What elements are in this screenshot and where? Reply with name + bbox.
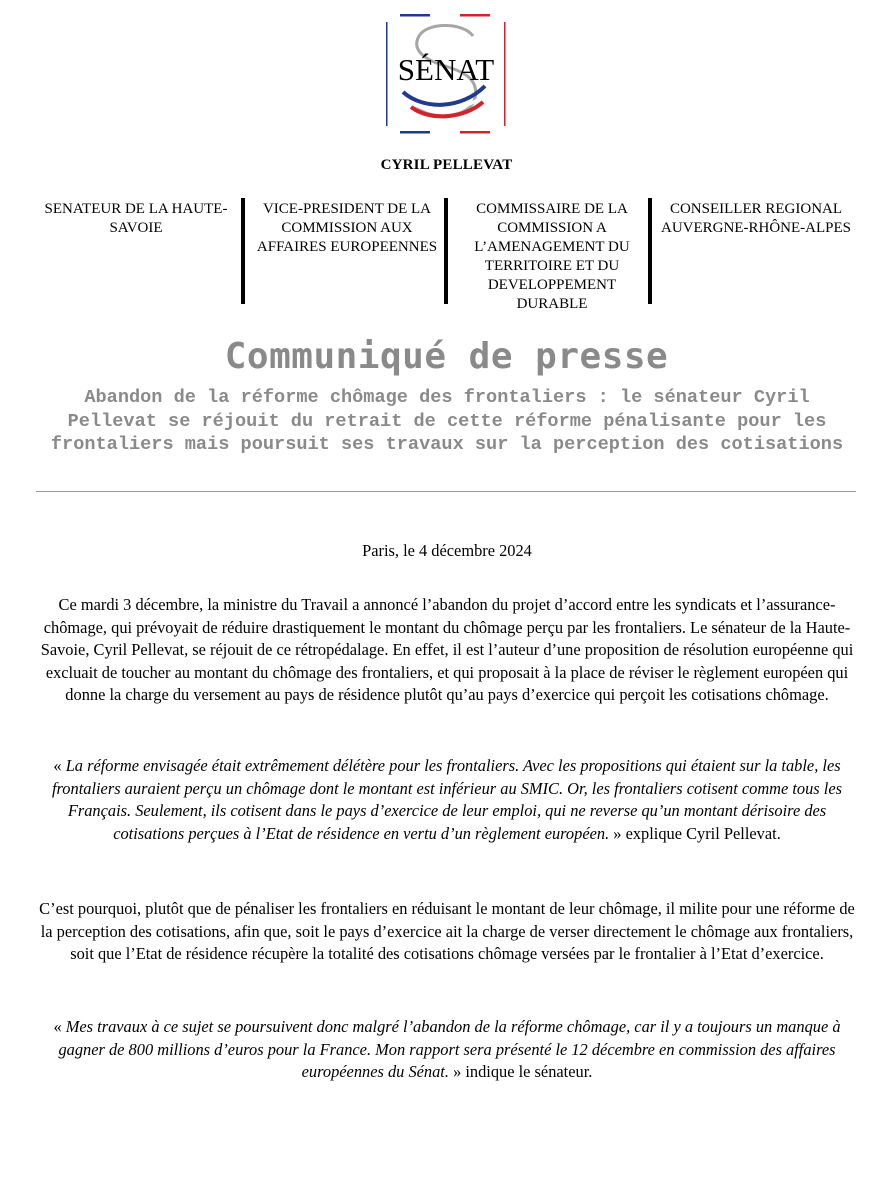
quote-paragraph-2 — [36, 1016, 858, 1084]
press-release-heading: Communiqué de presse — [224, 336, 669, 377]
separator — [444, 198, 448, 304]
paragraph-reform: C’est pourquoi, plutôt que de pénaliser les frontaliers en réduisant le montant de leur chômage, il milite pour une réforme de la perception des cotisations, afin que, soit le pays d’exercice ait la charge de verser directement le chômage aux frontaliers, soit que l’Etat de résidence récupère la totalité des cotisations chômage versées par le frontalier à l’Etat d’exercice. — [39, 899, 855, 963]
paragraph-intro: Ce mardi 3 décembre, la ministre du Travail a annoncé l’abandon du projet d’accord entre les syndicats et l’assurance-chômage, qui prévoyait de réduire drastiquement le montant du chômage perçu par les frontaliers. Le sénateur de la Haute-Savoie, Cyril Pellevat, se réjouit de ce rétropédalage. En effet, il est l’auteur d’une proposition de résolution européenne qui excluait de toucher au montant du chômage des frontaliers, et qui proposait à la place de réviser le règlement européen qui donne la charge du versement au pays de résidence plutôt qu’au pays d’exercice qui perçoit les cotisations chômage. — [40, 595, 854, 704]
quote-paragraph-1 — [36, 755, 858, 845]
title-commissaire: COMMISSAIRE DE LA COMMISSION A L’AMENAGEMENT DU TERRITOIRE ET DU DEVELOPPEMENT DURABLE — [474, 201, 630, 312]
senat-logo — [383, 14, 509, 134]
quote-open: « — [53, 756, 66, 775]
quote-open: « — [53, 1017, 66, 1036]
release-date: Paris, le 4 décembre 2024 — [362, 541, 532, 560]
quote-text: La réforme envisagée était extrêmement délétère pour les frontaliers. Avec les propositions qui étaient sur la table, les frontaliers auraient perçu un chômage dont le montant est inférieur au SMIC. Or, les frontaliers cotisent comme tous les Français. Seulement, ils cotisent dans le pays d’exercice de leur emploi, qui ne reverse qu’un montant dérisoire des cotisations perçues à l’Etat de résidence en vertu d’un règlement européen. — [51, 756, 842, 843]
title-conseiller: CONSEILLER REGIONAL AUVERGNE-RHÔNE-ALPES — [661, 201, 851, 236]
press-release-subtitle: Abandon de la réforme chômage des frontaliers : le sénateur Cyril Pellevat se réjouit du retrait de cette réforme pénalisante pour les frontaliers mais poursuit ses travaux sur la perception des cotisations — [50, 387, 844, 455]
title-vice-president: VICE-PRESIDENT DE LA COMMISSION AUX AFFAIRES EUROPEENNES — [256, 201, 438, 255]
titles-row — [36, 196, 858, 311]
title-senator: SENATEUR DE LA HAUTE-SAVOIE — [44, 201, 228, 236]
quote-attribution: » indique le sénateur. — [448, 1062, 593, 1081]
quote-attribution: » explique Cyril Pellevat. — [609, 823, 781, 843]
senat-emblem — [383, 14, 509, 134]
senat-wordmark: SÉNAT — [397, 52, 495, 87]
divider — [36, 491, 856, 492]
quote-text: Mes travaux à ce sujet se poursuivent donc malgré l’abandon de la réforme chômage, car il y a toujours un manque à gagner de 800 millions d’euros pour la France. Mon rapport sera présenté le 12 décembre en commission des affaires européennes du Sénat. — [58, 1017, 841, 1081]
senator-name: CYRIL PELLEVAT — [380, 157, 513, 173]
separator — [241, 198, 245, 304]
separator — [648, 198, 652, 304]
